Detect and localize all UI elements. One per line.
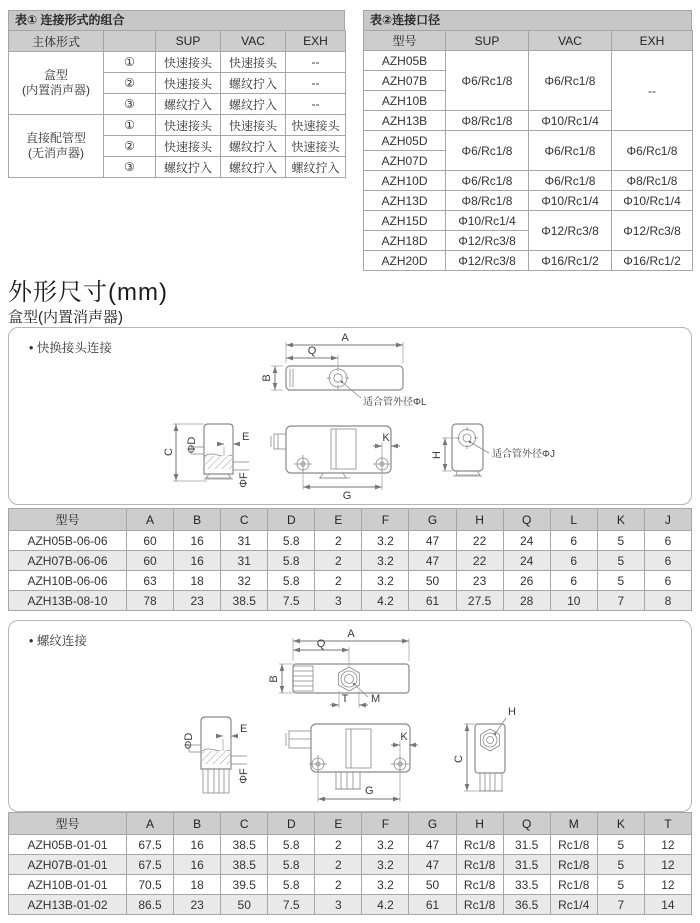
column-header: 主体形式 <box>9 31 104 52</box>
column-header: H <box>456 813 503 835</box>
dim-label: ΦF <box>238 768 250 784</box>
table1-title: 表① 连接形式的组合 <box>8 10 345 30</box>
table-row: AZH10B-06-06 63 18 32 5.8 2 3.2 50 23 26 6 5 6 <box>9 571 692 591</box>
dimension-table-quick-fitting <box>8 508 692 611</box>
column-header: VAC <box>221 31 286 52</box>
column-header: M <box>550 813 597 835</box>
port-size-table <box>363 10 692 271</box>
tube-od-note: 适合管外径ΦL <box>363 397 427 408</box>
table-row: ② 快速接头 螺纹拧入 快速接头 <box>9 136 346 157</box>
dim-label: H <box>508 706 516 718</box>
column-header: EXH <box>612 31 693 51</box>
table-row: AZH07D <box>364 151 693 171</box>
table-row: AZH13B Φ8/Rc1/8 Φ10/Rc1/4 <box>364 111 693 131</box>
column-header: D <box>268 813 315 835</box>
column-header: F <box>362 509 409 531</box>
dim-label: ΦD <box>186 436 198 454</box>
column-header: K <box>597 509 644 531</box>
dim-label: K <box>400 731 408 743</box>
column-header: L <box>550 509 597 531</box>
table-row: AZH13D Φ8/Rc1/8 Φ10/Rc1/4 Φ10/Rc1/4 <box>364 191 693 211</box>
dim-label: ΦD <box>183 732 195 750</box>
column-header: J <box>644 509 691 531</box>
front-view <box>271 426 400 502</box>
column-header: E <box>315 813 362 835</box>
table-row: AZH10D Φ6/Rc1/8 Φ6/Rc1/8 Φ8/Rc1/8 <box>364 171 693 191</box>
top-view <box>268 628 409 708</box>
column-header: Q <box>503 509 550 531</box>
end-view <box>431 424 555 476</box>
column-header: T <box>644 813 691 835</box>
table-row: AZH18D Φ12/Rc3/8 <box>364 231 693 251</box>
panel1-label: • 快换接头连接 <box>29 341 112 355</box>
dim-label: C <box>453 755 465 763</box>
panel2-label: • 螺纹连接 <box>29 634 87 648</box>
table-row: ③ 螺纹拧入 螺纹拧入 -- <box>9 94 346 115</box>
table-row: ③ 螺纹拧入 螺纹拧入 螺纹拧入 <box>9 157 346 178</box>
end-view <box>453 706 516 791</box>
side-section-view <box>163 424 250 488</box>
tube-od-note: 适合管外径ΦJ <box>492 449 555 460</box>
column-header: G <box>409 813 456 835</box>
side-section-view <box>183 717 250 793</box>
table-header-row <box>9 31 346 52</box>
table-row: AZH05B-06-06 60 16 31 5.8 2 3.2 47 22 24 6 5 6 <box>9 531 692 551</box>
dim-label: A <box>341 332 349 344</box>
column-header: Q <box>503 813 550 835</box>
column-header: 型号 <box>9 813 127 835</box>
column-header <box>104 31 156 52</box>
dim-label: H <box>431 451 443 459</box>
dim-label: C <box>163 448 175 456</box>
table-row: AZH05B-01-01 67.5 16 38.5 5.8 2 3.2 47 Rc1/8 31.5 Rc1/8 5 12 <box>9 835 692 855</box>
table-header-row <box>9 509 692 531</box>
dim-label: ΦF <box>238 472 250 488</box>
column-header: H <box>456 509 503 531</box>
dim-label: M <box>371 693 381 705</box>
column-header: A <box>127 813 174 835</box>
table-header-row <box>364 31 693 51</box>
section-title: 外形尺寸(mm) <box>8 279 168 306</box>
column-header: 型号 <box>364 31 446 51</box>
dim-label: G <box>365 785 374 797</box>
technical-drawing-threaded <box>9 621 691 811</box>
column-header: 型号 <box>9 509 127 531</box>
column-header: K <box>597 813 644 835</box>
dim-label: E <box>240 723 248 735</box>
dimension-table-threaded <box>8 812 692 915</box>
table-row: AZH10B <box>364 91 693 111</box>
dim-label: T <box>341 693 349 705</box>
column-header: A <box>127 509 174 531</box>
dim-label: B <box>268 675 280 683</box>
dim-label: G <box>342 490 352 502</box>
table-row: AZH05D Φ6/Rc1/8 Φ6/Rc1/8 Φ6/Rc1/8 <box>364 131 693 151</box>
table-header-row <box>9 813 692 835</box>
quick-fitting-panel <box>8 327 692 505</box>
table-row: AZH13B-01-02 86.5 23 50 7.5 3 4.2 61 Rc1/8 36.5 Rc1/4 7 14 <box>9 895 692 915</box>
column-header: B <box>174 813 221 835</box>
table-row: 盒型 (内置消声器) ① 快速接头 快速接头 -- <box>9 52 346 73</box>
table-row: 直接配管型 (无消声器) ① 快速接头 快速接头 快速接头 <box>9 115 346 136</box>
group-label: 直接配管型 (无消声器) <box>9 115 104 178</box>
top-view <box>261 332 427 408</box>
table2-title: 表②连接口径 <box>363 10 692 30</box>
column-header: E <box>315 509 362 531</box>
table-row: AZH07B-01-01 67.5 16 38.5 5.8 2 3.2 47 Rc1/8 31.5 Rc1/8 5 12 <box>9 855 692 875</box>
connection-form-table <box>8 10 345 178</box>
dim-label: E <box>242 431 250 443</box>
table-row: ② 快速接头 螺纹拧入 -- <box>9 73 346 94</box>
section-subtitle: 盒型(内置消声器) <box>8 309 123 326</box>
table-row: AZH15D Φ10/Rc1/4 Φ12/Rc3/8 Φ12/Rc3/8 <box>364 211 693 231</box>
front-view <box>286 724 418 802</box>
column-header: SUP <box>156 31 221 52</box>
technical-drawing-quick-fitting <box>9 328 691 504</box>
column-header: EXH <box>286 31 346 52</box>
column-header: B <box>174 509 221 531</box>
column-header: D <box>268 509 315 531</box>
dim-label: B <box>261 374 273 382</box>
column-header: F <box>362 813 409 835</box>
table-row: AZH07B <box>364 71 693 91</box>
column-header: SUP <box>446 31 529 51</box>
threaded-panel <box>8 620 692 812</box>
dim-label: Q <box>307 345 317 357</box>
dim-label: A <box>347 628 355 640</box>
group-label: 盒型 (内置消声器) <box>9 52 104 115</box>
dim-label: Q <box>316 638 326 650</box>
table-row: AZH07B-06-06 60 16 31 5.8 2 3.2 47 22 24 6 5 6 <box>9 551 692 571</box>
dim-label: K <box>382 432 390 444</box>
table-row: AZH13B-08-10 78 23 38.5 7.5 3 4.2 61 27.5 28 10 7 8 <box>9 591 692 611</box>
table-row: AZH10B-01-01 70.5 18 39.5 5.8 2 3.2 50 Rc1/8 33.5 Rc1/8 5 12 <box>9 875 692 895</box>
column-header: VAC <box>529 31 612 51</box>
column-header: C <box>221 509 268 531</box>
table-row: AZH05B Φ6/Rc1/8 Φ6/Rc1/8 -- <box>364 51 693 71</box>
column-header: C <box>221 813 268 835</box>
column-header: G <box>409 509 456 531</box>
table-row: AZH20D Φ12/Rc3/8 Φ16/Rc1/2 Φ16/Rc1/2 <box>364 251 693 271</box>
